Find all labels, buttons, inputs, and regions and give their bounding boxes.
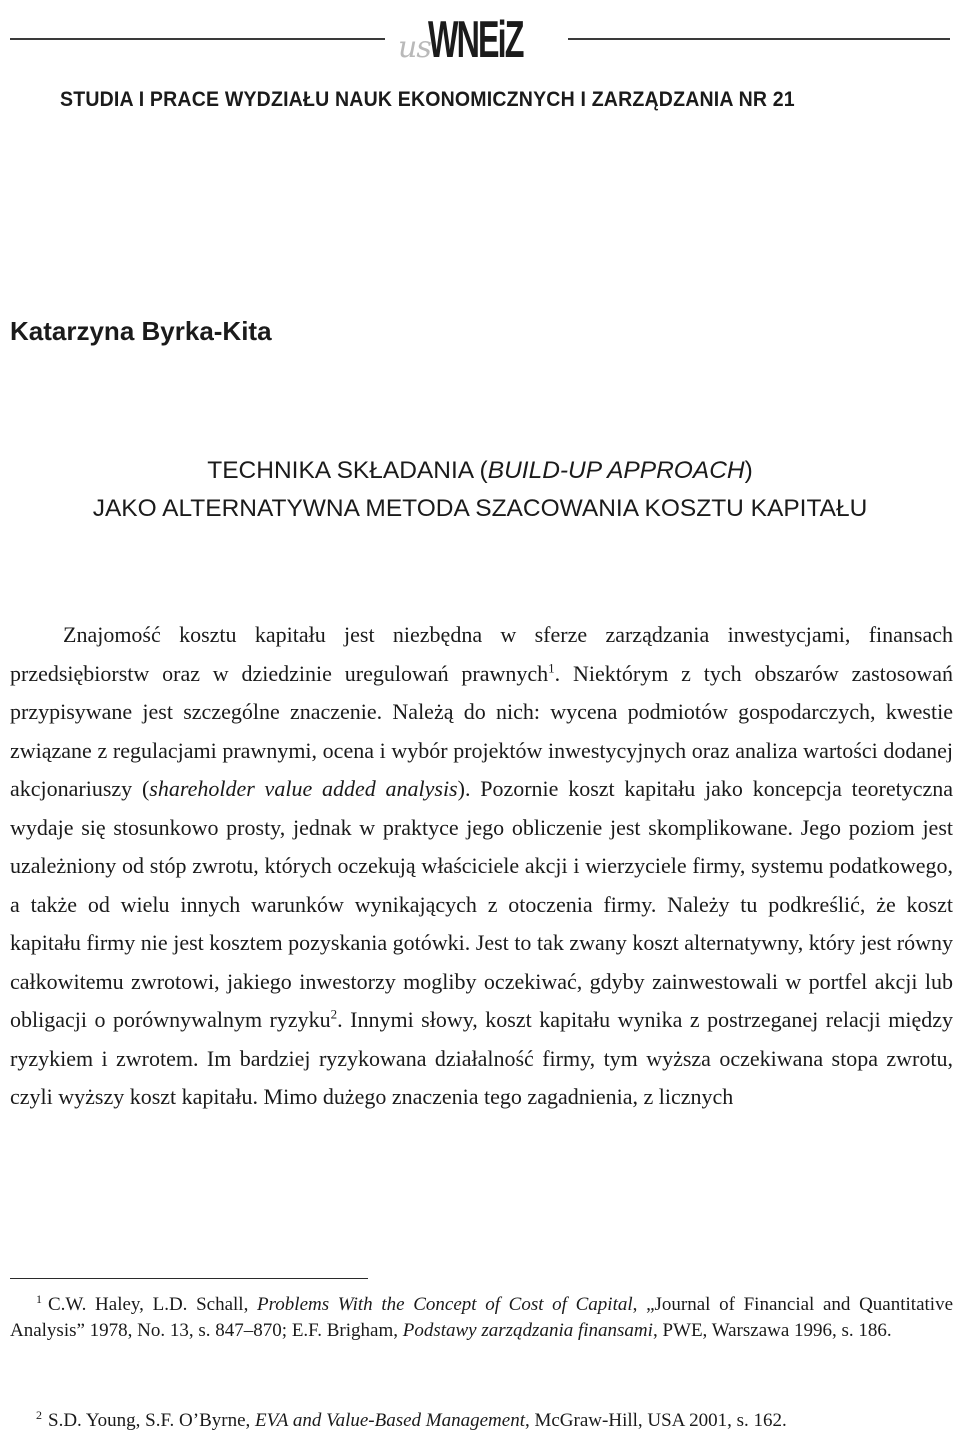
footnote-1-text-a: C.W. Haley, L.D. Schall, (48, 1294, 258, 1315)
footnote-2-title: EVA and Value-Based Management (255, 1410, 525, 1431)
body-segment-4: . Innymi słowy, koszt kapitału wynika z postrzeganej relacji między ryzykiem i zwrotem. Im bardziej ryzykowana działalność firmy, tym wyższa oczekiwana stopa zwrotu, czyli wyższy koszt kapitału. Mimo dużego znaczenia tego zagadnienia, z licznych (10, 1007, 953, 1109)
logo-wneiz-text: WNEiZ (428, 11, 523, 69)
wneiz-logo (398, 6, 558, 76)
title-suffix: ) (744, 457, 753, 484)
author-name: Katarzyna Byrka-Kita (10, 316, 272, 346)
footnote-ref-2: 2 (330, 1006, 338, 1022)
footnote-1-text-c: , PWE, Warszawa 1996, s. 186. (652, 1320, 892, 1341)
footnote-ref-1: 1 (548, 660, 555, 676)
body-italic-term: shareholder value added analysis (149, 776, 458, 801)
body-segment-3: ). Pozornie koszt kapitału jako koncepcja teoretyczna wydaje się stosunkowo prosty, jednak w praktyce jego obliczenie jest skomplikowane. Jego poziom jest uzależniony od stóp zwrotu, których oczekują właściciele akcji i wierzyciele firmy, systemu podatkowego, a także od wielu innych warunków wynikających z otoczenia firmy. Należy tu podkreślić, że koszt kapitału firmy nie jest kosztem pozyskania gotówki. Jest to tak zwany koszt alternatywny, który jest równy całkowitemu zwrotowi, jakiego inwestorzy mogliby oczekiwać, gdyby zainwestowali w portfel akcji lub obligacji o porównywalnym ryzyku (10, 776, 954, 1032)
logo-us-mark: us (398, 30, 431, 65)
footnote-1-title-b: Podstawy zarządzania finansami (402, 1320, 653, 1341)
header-rule-right (568, 38, 950, 40)
footnote-2-text-a: S.D. Young, S.F. O’Byrne, (48, 1410, 255, 1431)
footnote-2 (10, 1408, 953, 1434)
footnote-1-title-a: Problems With the Concept of Cost of Capital (257, 1294, 633, 1315)
title-prefix: TECHNIKA SKŁADANIA ( (207, 457, 488, 484)
footnote-separator (10, 1278, 368, 1279)
footnote-1 (10, 1292, 953, 1344)
article-title-line-2: JAKO ALTERNATYWNA METODA SZACOWANIA KOSZTU KAPITAŁU (92, 495, 868, 522)
body-paragraph (10, 616, 953, 1117)
footnote-2-text-b: , McGraw-Hill, USA 2001, s. 162. (524, 1410, 787, 1431)
footnote-1-text-b: , „Journal of Financial and Quantitative Analysis” 1978, No. 13, s. 847–870; E.F. Brigham, (10, 1294, 954, 1341)
journal-series-title: STUDIA I PRACE WYDZIAŁU NAUK EKONOMICZNYCH I ZARZĄDZANIA NR 21 (60, 88, 795, 111)
title-italic-term: BUILD-UP APPROACH (487, 457, 745, 484)
header-rule-left (10, 38, 385, 40)
body-segment-1: Znajomość kosztu kapitału jest niezbędna w sferze zarządzania inwestycjami, finansach przedsiębiorstw oraz w dziedzinie uregulowań prawnych (10, 622, 953, 686)
body-segment-2: . Niektórym z tych obszarów zastosowań przypisywane jest szczególne znaczenie. Należą do nich: wycena podmiotów gospodarczych, kwestie związane z regulacjami prawnymi, ocena i wybór projektów inwestycyjnych oraz analiza wartości dodanej akcjonariuszy ( (10, 660, 953, 801)
article-title-line-1 (0, 452, 960, 490)
footnote-2-number: 2 (36, 1407, 42, 1422)
footnote-1-number: 1 (36, 1291, 42, 1306)
